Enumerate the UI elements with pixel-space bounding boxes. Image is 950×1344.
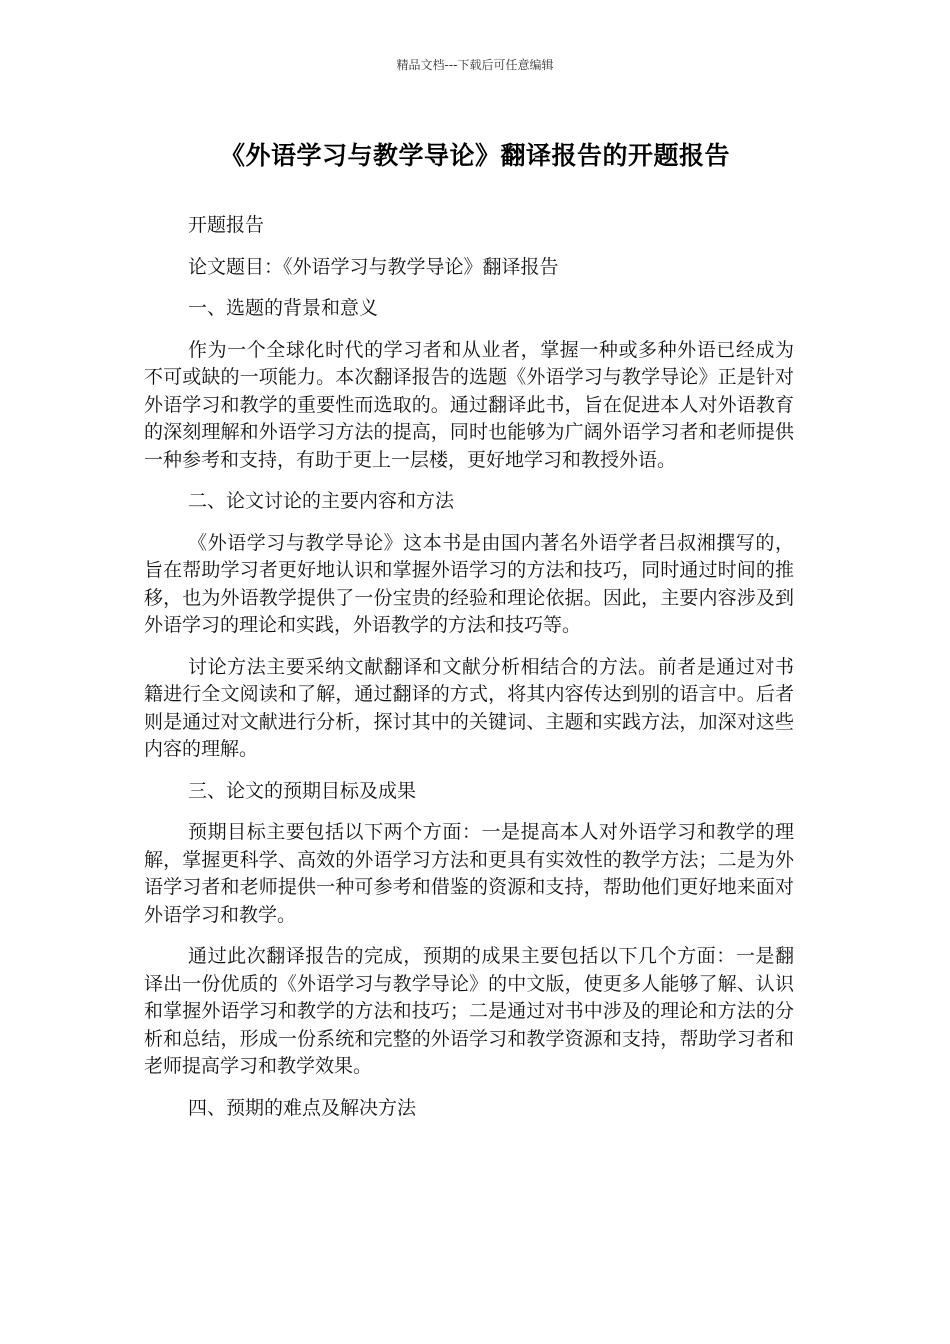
- paragraph-methods: 讨论方法主要采纳文献翻译和文献分析相结合的方法。前者是通过对书籍进行全文阅读和了解，通过翻译的方式，将其内容传达到别的语言中。后者则是通过对文献进行分析，探讨其中的关键词、主题和实践方法，加深对这些内容的理解。: [144, 655, 794, 760]
- heading-difficulties: 四、预期的难点及解决方法: [188, 1096, 417, 1119]
- paragraph-outcomes: 通过此次翻译报告的完成，预期的成果主要包括以下几个方面：一是翻译出一份优质的《外语学习与教学导论》的中文版，使更多人能够了解、认识和掌握外语学习和教学的方法和技巧；二是通过对书中涉及的理论和方法的分析和总结，形成一份系统和完整的外语学习和教学资源和支持，帮助学习者和老师提高学习和教学效果。: [144, 945, 794, 1077]
- paragraph-background: 作为一个全球化时代的学习者和从业者，掌握一种或多种外语已经成为不可或缺的一项能力。本次翻译报告的选题《外语学习与教学导论》正是针对外语学习和教学的重要性而选取的。通过翻译此书，旨在促进本人对外语教育的深刻理解和外语学习方法的提高，同时也能够为广阔外语学习者和老师提供一种参考和支持，有助于更上一层楼，更好地学习和教授外语。: [144, 338, 794, 471]
- document-title: 《外语学习与教学导论》翻译报告的开题报告: [219, 141, 730, 170]
- header-note: 精品文档---下载后可任意编辑: [396, 58, 554, 72]
- paragraph-content: 《外语学习与教学导论》这本书是由国内著名外语学者吕叔湘撰写的，旨在帮助学习者更好地认识和掌握外语学习的方法和技巧，同时通过时间的推移，也为外语教学提供了一份宝贵的经验和理论依据。因此，主要内容涉及到外语学习的理论和实践，外语教学的方法和技巧等。: [144, 531, 794, 636]
- document-body: [144, 212, 794, 1136]
- thesis-topic: 论文题目：《外语学习与教学导论》翻译报告: [188, 255, 559, 278]
- heading-goals: 三、论文的预期目标及成果: [188, 779, 417, 802]
- heading-content-methods: 二、论文讨论的主要内容和方法: [188, 490, 455, 512]
- heading-background: 一、选题的背景和意义: [188, 297, 379, 319]
- paragraph-goals: 预期目标主要包括以下两个方面：一是提高本人对外语学习和教学的理解，掌握更科学、高效的外语学习方法和更具有实效性的教学方法；二是为外语学习者和老师提供一种可参考和借鉴的资源和支持，帮助他们更好地来面对外语学习和教学。: [144, 821, 794, 926]
- section-label: 开题报告: [188, 214, 265, 236]
